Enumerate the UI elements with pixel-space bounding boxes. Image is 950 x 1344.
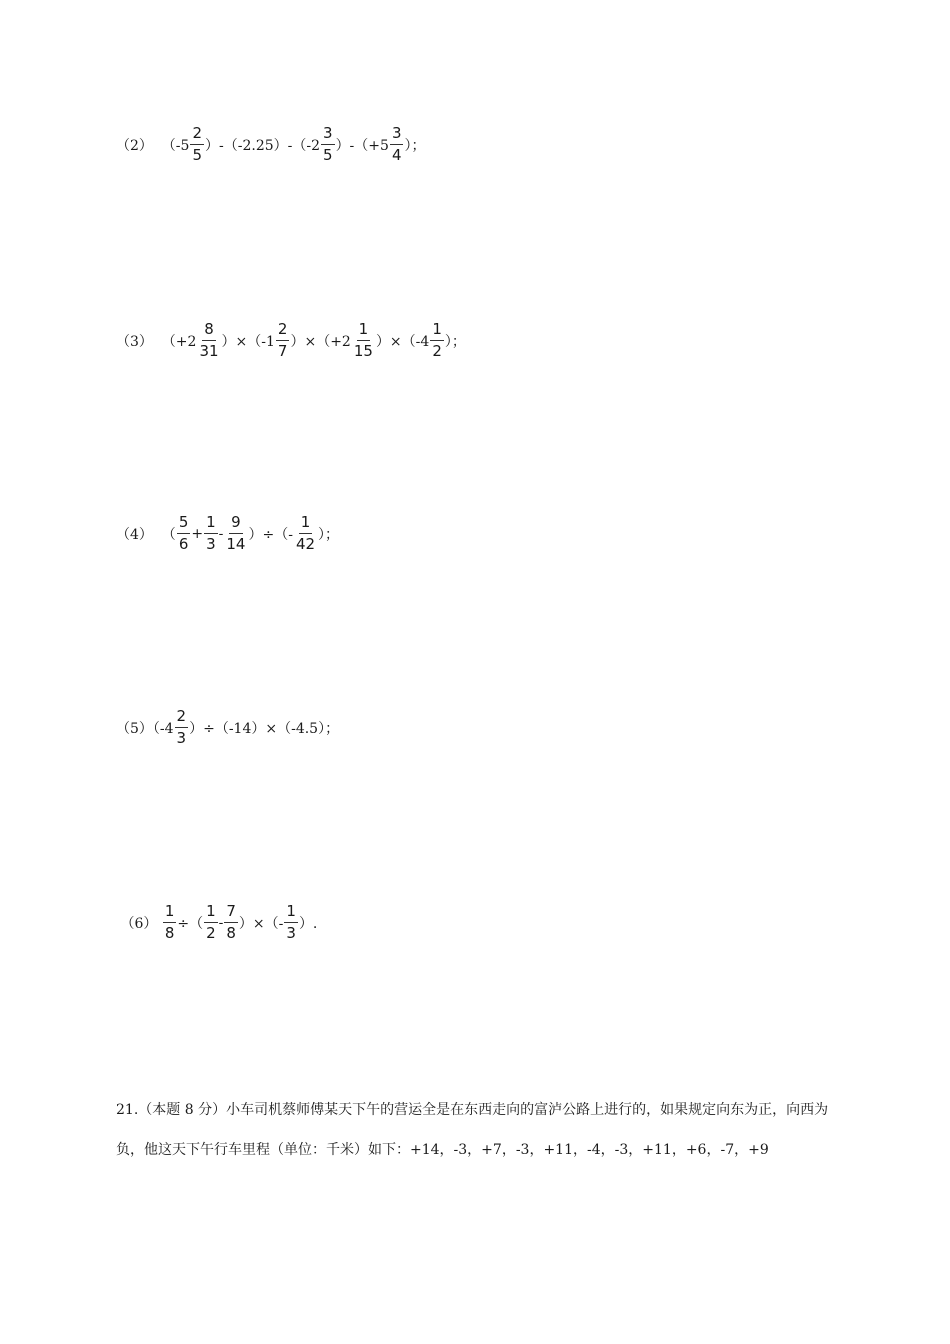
- fraction: [430, 322, 444, 359]
- fraction: [177, 515, 191, 552]
- problem-2: [116, 126, 425, 163]
- expression-text: ）；: [318, 526, 340, 543]
- problem-5: [116, 709, 339, 746]
- fraction-denominator: 7: [277, 342, 288, 360]
- expression-text: （2） （-5: [116, 137, 190, 154]
- fraction-denominator: 14: [226, 535, 246, 553]
- fraction-numerator: 2: [276, 322, 290, 341]
- fraction-denominator: 8: [164, 924, 175, 942]
- fraction-numerator: 1: [204, 904, 218, 923]
- fraction-denominator: 15: [353, 342, 373, 360]
- problem-3: [116, 322, 466, 359]
- fraction: [321, 126, 335, 163]
- expression-text: （4） （: [116, 526, 176, 543]
- fraction: [390, 126, 404, 163]
- expression-text: ）-（-2.25）-（-2: [205, 137, 321, 154]
- problem-4: [116, 515, 339, 552]
- fraction: [294, 515, 317, 552]
- fraction-denominator: 6: [178, 535, 189, 553]
- fraction: [276, 322, 290, 359]
- fraction: [224, 904, 238, 941]
- fraction-denominator: 5: [323, 146, 333, 164]
- fraction-numerator: 2: [175, 709, 189, 728]
- expression-text: ）-（+5: [335, 137, 389, 154]
- fraction: [352, 322, 375, 359]
- expression-text: （6）: [116, 915, 162, 932]
- fraction-numerator: 3: [390, 126, 404, 145]
- expression-text: （3） （+2: [116, 333, 197, 350]
- fraction-numerator: 7: [224, 904, 238, 923]
- fraction-denominator: 2: [432, 342, 442, 360]
- expression-text: ）×（-4: [375, 333, 430, 350]
- fraction: [190, 126, 204, 163]
- fraction-denominator: 3: [206, 535, 216, 553]
- fraction-denominator: 42: [295, 535, 316, 553]
- fraction: [204, 515, 218, 552]
- expression-text: ）；: [444, 333, 466, 350]
- fraction-numerator: 9: [229, 515, 243, 534]
- fraction: [204, 904, 218, 941]
- expression-text: ）；: [404, 137, 426, 154]
- expression-text: ）×（+2: [290, 333, 351, 350]
- fraction: [163, 904, 177, 941]
- expression-text: （5）（-4: [116, 720, 174, 737]
- fraction-denominator: 2: [206, 924, 216, 942]
- fraction-denominator: 3: [286, 924, 296, 942]
- expression-text: ÷（: [177, 915, 204, 932]
- expression-text: -: [218, 914, 224, 931]
- fraction: [224, 515, 247, 552]
- fraction-numerator: 3: [321, 126, 335, 145]
- expression-text: +: [191, 525, 204, 542]
- fraction-numerator: 1: [430, 322, 444, 341]
- fraction-denominator: 8: [226, 924, 236, 942]
- fraction: [197, 322, 220, 359]
- expression-text: ）×（-: [238, 915, 284, 932]
- fraction-numerator: 5: [177, 515, 191, 534]
- fraction-numerator: 2: [190, 126, 204, 145]
- fraction-denominator: 5: [192, 146, 202, 164]
- question-21-text: 21.（本题 8 分）小车司机蔡师傅某天下午的营运全是在东西走向的富泸公路上进行的，如果规定向东为正，向西为负，他这天下午行车里程（单位：千米）如下：+14，-3，+7，-3，+11，-4，-3，+11，+6，-7，+9: [116, 1102, 829, 1158]
- fraction-denominator: 3: [176, 729, 187, 747]
- fraction-numerator: 1: [163, 904, 177, 923]
- expression-text: -: [218, 525, 224, 542]
- problem-6: [116, 904, 317, 941]
- fraction: [175, 709, 189, 746]
- fraction-numerator: 1: [284, 904, 298, 923]
- fraction-denominator: 4: [391, 146, 402, 164]
- expression-text: ）.: [298, 915, 318, 932]
- fraction-numerator: 1: [204, 515, 218, 534]
- expression-text: ）×（-1: [221, 333, 275, 350]
- expression-text: ）÷（-: [248, 526, 293, 543]
- fraction-numerator: 1: [299, 515, 313, 534]
- fraction-numerator: 1: [357, 322, 371, 341]
- fraction: [284, 904, 298, 941]
- expression-text: ）÷（-14）×（-4.5）；: [189, 720, 340, 737]
- fraction-denominator: 31: [199, 342, 219, 360]
- fraction-numerator: 8: [202, 322, 216, 341]
